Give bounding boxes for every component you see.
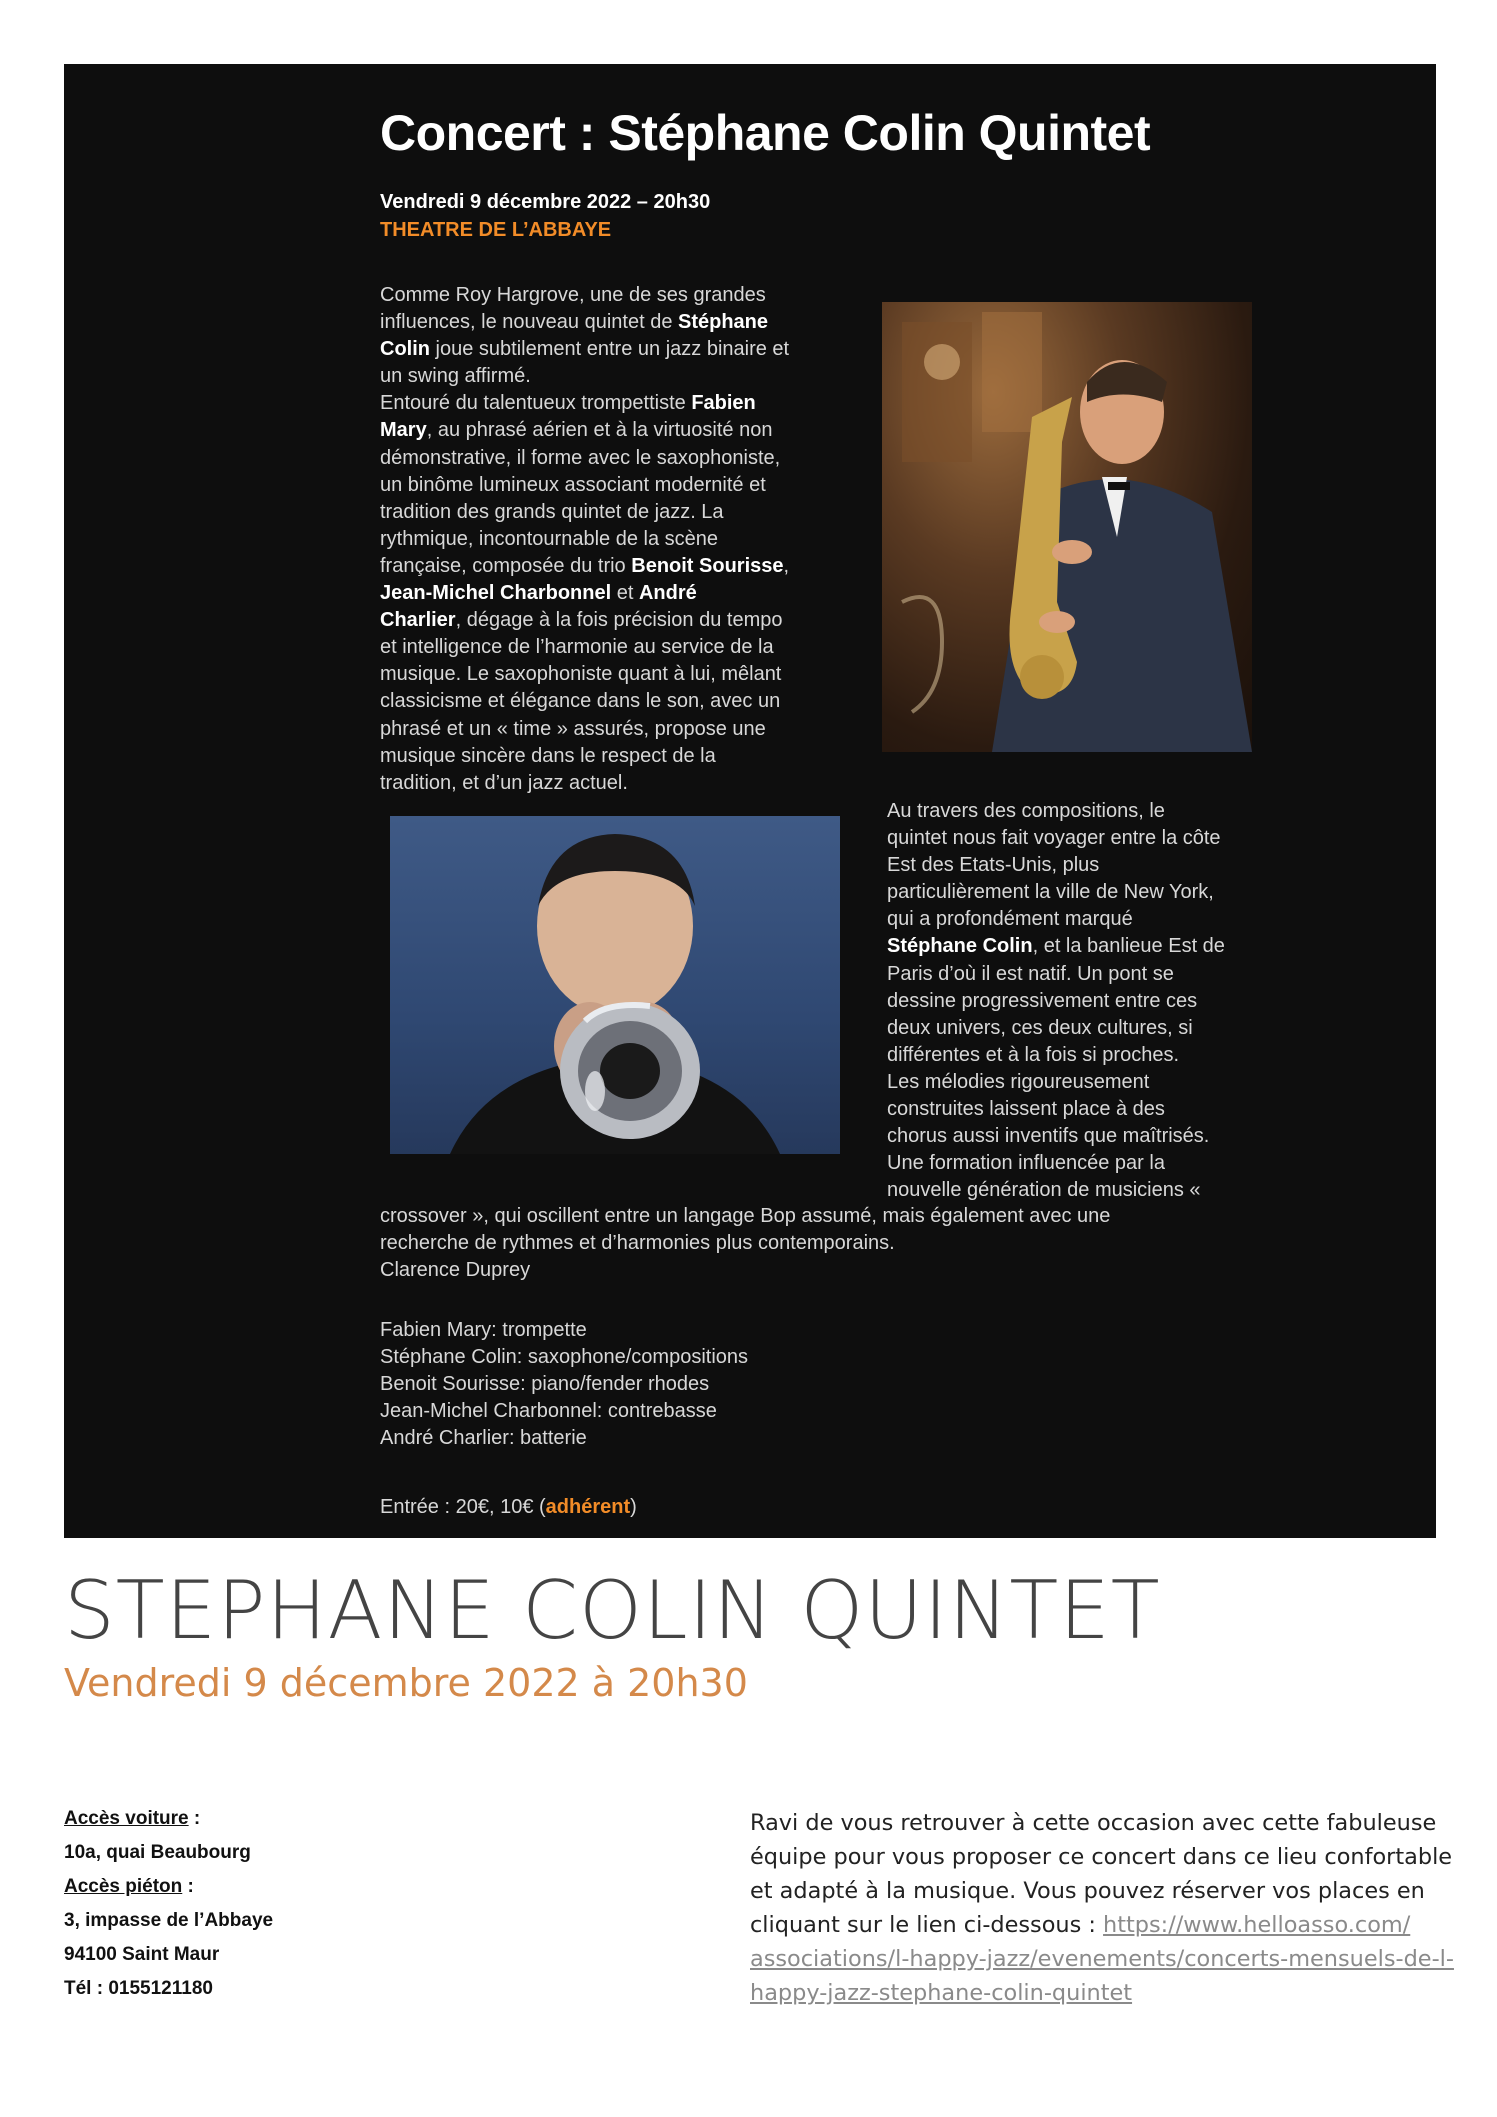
reservation-link[interactable]: happy-jazz-stephane-colin-quintet [750, 1980, 1133, 2006]
concert-poster [64, 64, 1436, 1538]
car-access-label: Accès voiture [64, 1808, 189, 1829]
foot-address-street: 3, impasse de l’Abbaye [64, 1910, 274, 1931]
lineup-item: Stéphane Colin: saxophone/compositions [380, 1346, 749, 1369]
poster-paragraph-compositions: Au travers des compositions, le quintet nous fait voyager entre la côte Est des Etats-Unis, plus particulièrement la ville de New York, qui a profondément marqué Stéphane Colin, et la banlieue Est de Paris d’où il est natif. Un pont se dessine progressivement entre ces deux univers, ces deux cultures, si différentes et à la fois si proches. Les mélodies rigoureusement construites laissent place à des chorus aussi inventifs que maîtrisés. Une formation influencée par la nouvelle génération de musiciens « [887, 800, 1225, 1202]
poster-paragraph-closing: crossover », qui oscillent entre un langage Bop assumé, mais également avec une recherche de rythmes et d’harmonies plus contemporains. Clarence Duprey [380, 1203, 1110, 1284]
poster-venue: THEATRE DE L’ABBAYE [380, 219, 612, 241]
saxophonist-photo [882, 302, 1252, 752]
poster-lineup [380, 1317, 748, 1452]
lineup-item: Benoit Sourisse: piano/fender rhodes [380, 1373, 710, 1396]
reservation-link[interactable]: https://www.helloasso.com/ [1103, 1912, 1411, 1938]
car-address: 10a, quai Beaubourg [64, 1842, 251, 1863]
poster-title: Concert : Stéphane Colin Quintet [380, 105, 1151, 161]
lineup-item: Fabien Mary: trompette [380, 1319, 587, 1341]
headline-title: STEPHANE COLIN QUINTET [64, 1564, 1161, 1657]
foot-address-city: 94100 Saint Maur [64, 1944, 220, 1965]
headline-date: Vendredi 9 décembre 2022 à 20h30 [64, 1661, 748, 1705]
trumpeter-photo [390, 816, 840, 1154]
lineup-item: André Charlier: batterie [380, 1427, 587, 1450]
reservation-paragraph: Ravi de vous retrouver à cette occasion avec cette fabuleuse équipe pour vous proposer ce concert dans ce lieu confortable et adapté à la musique. Vous pouvez réserver vos places en cliquant sur le lien ci-dessous : https://www.helloasso.com/ associations/l-happy-jazz/evenements/concerts-mensuels-de-l- happy-jazz-stephane-colin-quintet [750, 1810, 1454, 2006]
lineup-item: Jean-Michel Charbonnel: contrebasse [380, 1400, 717, 1423]
poster-date: Vendredi 9 décembre 2022 – 20h30 [380, 191, 711, 213]
foot-access-label: Accès piéton [64, 1876, 183, 1897]
access-info: Accès voiture : 10a, quai Beaubourg Accès piéton : 3, impasse de l’Abbaye 94100 Saint Maur Tél : 0155121180 [64, 1802, 273, 2006]
poster-paragraph-intro: Comme Roy Hargrove, une de ses grandes influences, le nouveau quintet de Stéphane Colin joue subtilement entre un jazz binaire et un swing affirmé. Entouré du talentueux trompettiste Fabien Mary, au phrasé aérien et à la virtuosité non démonstrative, il forme avec le saxophoniste, un binôme lumineux associant modernité et tradition des grands quintet de jazz. La rythmique, incontournable de la scène française, composée du trio Benoit Sourisse, Jean-Michel Charbonnel et André Charlier, dégage à la fois précision du tempo et intelligence de l’harmonie au service de la musique. Le saxophoniste quant à lui, mêlant classicisme et élégance dans le son, avec un phrasé et un « time » assurés, propose une musique sincère dans le respect de la tradition, et d’un jazz actuel. [380, 284, 790, 794]
poster-entry-price: Entrée : 20€, 10€ (adhérent) [380, 1496, 637, 1518]
phone-number: Tél : 0155121180 [64, 1978, 213, 1999]
reservation-link[interactable]: associations/l-happy-jazz/evenements/concerts-mensuels-de-l- [750, 1946, 1454, 1972]
poster-author: Clarence Duprey [380, 1259, 531, 1282]
